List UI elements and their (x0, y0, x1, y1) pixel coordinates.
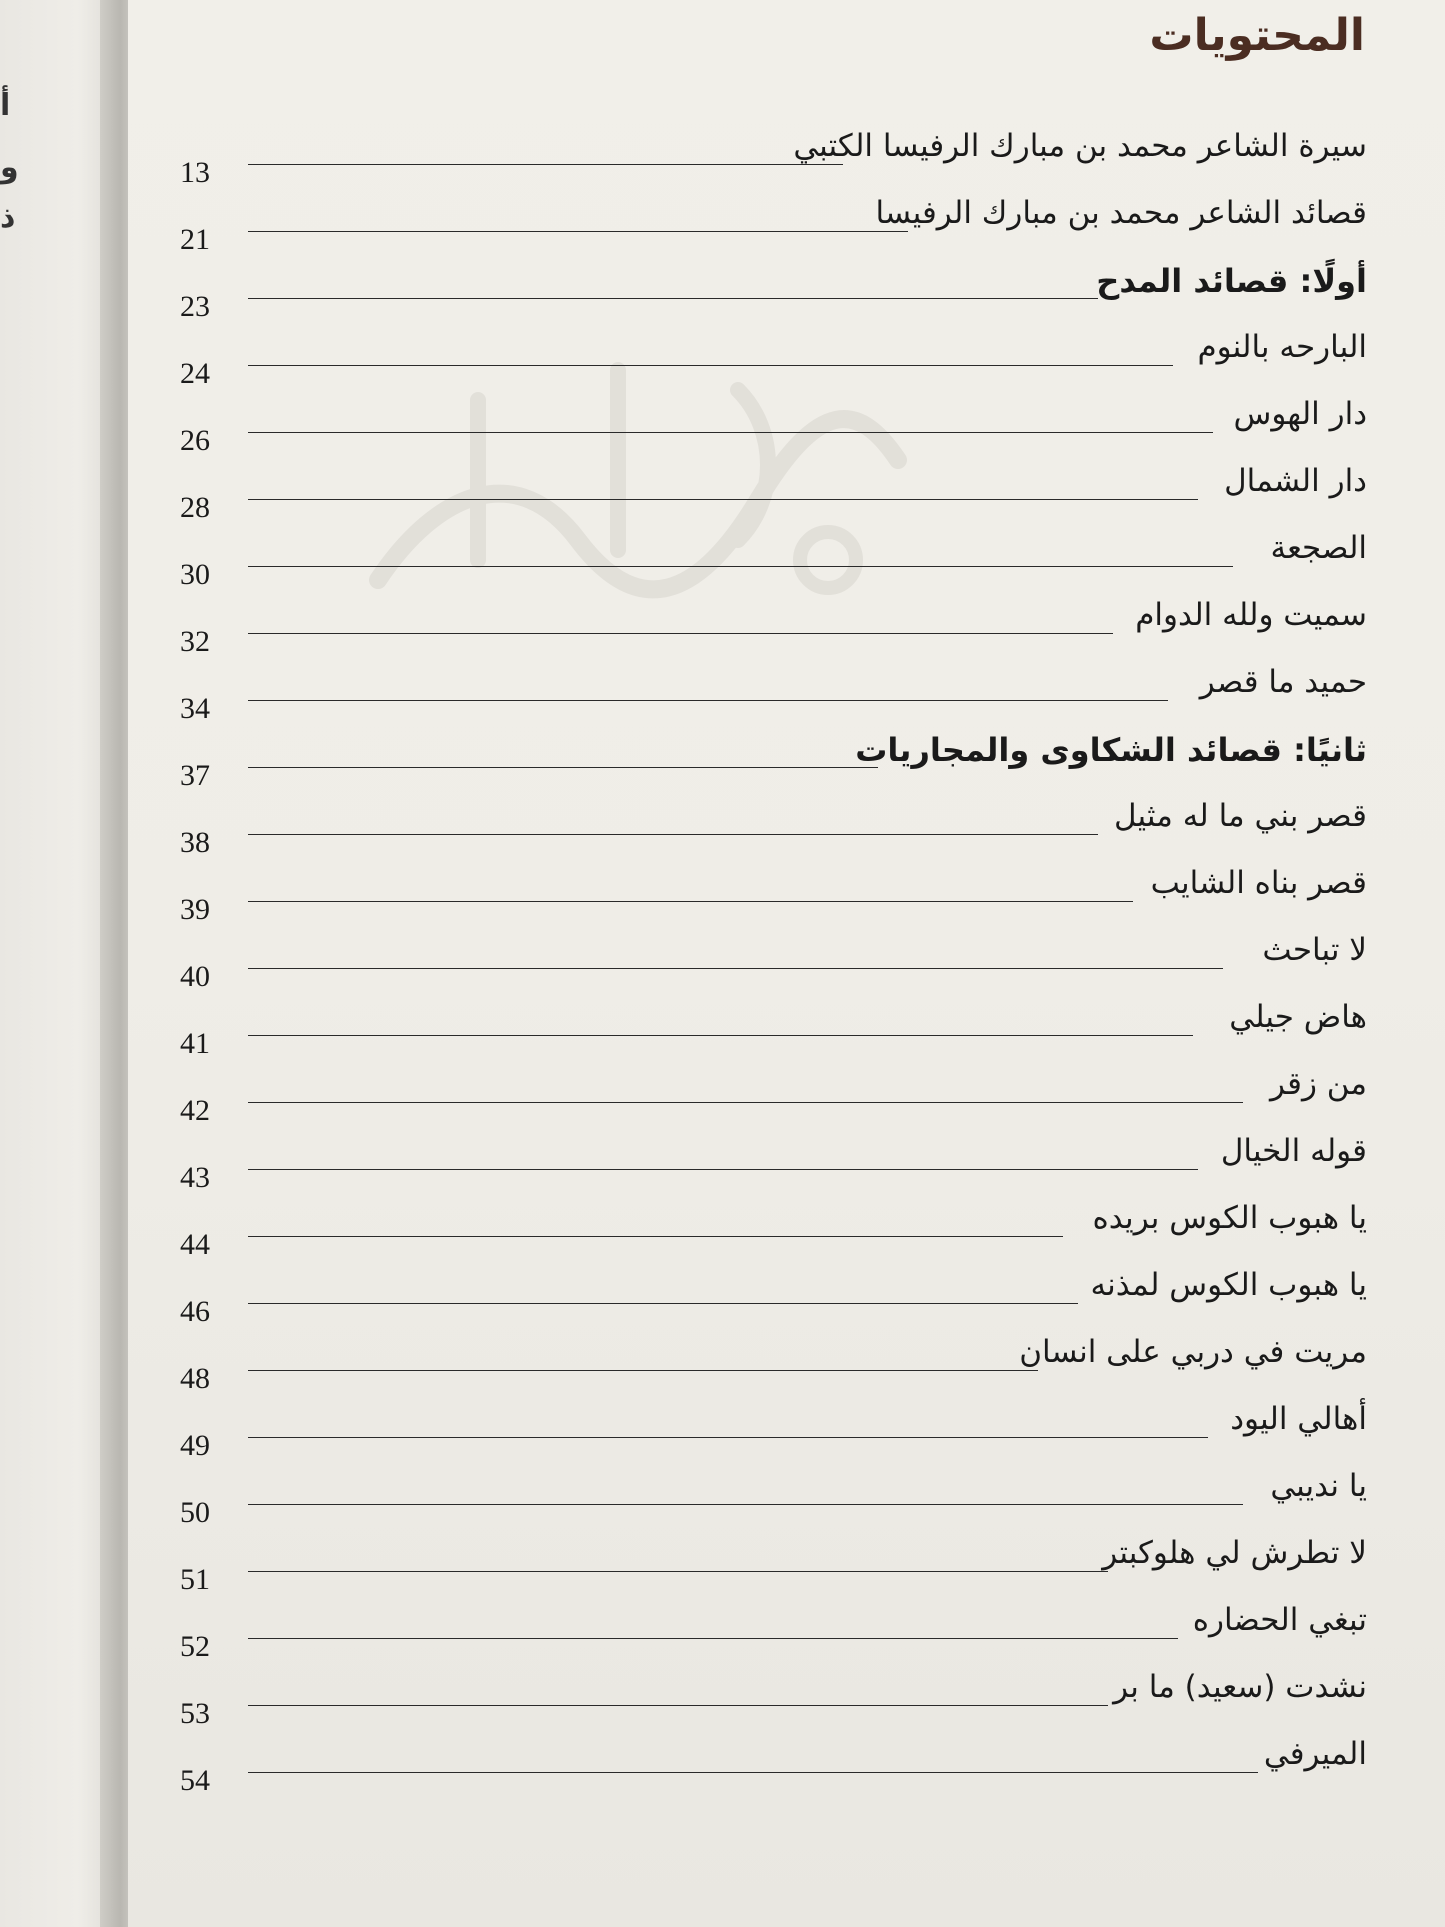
toc-page-number: 48 (180, 1362, 210, 1395)
toc-leader-line (248, 1772, 1258, 1773)
toc-leader-line (248, 1437, 1208, 1438)
toc-entry (128, 1066, 1445, 1134)
toc-entry (128, 530, 1445, 598)
toc-page-number: 53 (180, 1697, 210, 1730)
toc-leader-line (248, 1169, 1198, 1170)
toc-entry-title: نشدت (سعيد) ما بر (1113, 1669, 1367, 1705)
table-of-contents (128, 0, 1445, 1927)
toc-entry-title: الصجعة (1270, 530, 1367, 566)
toc-page-number: 32 (180, 625, 210, 658)
toc-page-number: 23 (180, 290, 210, 323)
toc-entry (128, 195, 1445, 263)
facing-page-fragment: ذ (0, 200, 16, 235)
toc-entry-title: يا هبوب الكوس لمذنه (1090, 1267, 1367, 1303)
toc-leader-line (248, 298, 1098, 299)
toc-entry-title: أولًا: قصائد المدح (1096, 262, 1367, 300)
toc-leader-line (248, 834, 1098, 835)
toc-entry (128, 798, 1445, 866)
toc-entry-title: الميرفي (1263, 1736, 1367, 1772)
toc-page-number: 41 (180, 1027, 210, 1060)
toc-leader-line (248, 1236, 1063, 1237)
toc-section-heading (128, 262, 1445, 330)
page-title: المحتويات (1149, 10, 1365, 61)
toc-leader-line (248, 1102, 1243, 1103)
toc-leader-line (248, 901, 1133, 902)
toc-page-number: 44 (180, 1228, 210, 1261)
toc-page-number: 34 (180, 692, 210, 725)
toc-entry (128, 128, 1445, 196)
toc-entry-title: قوله الخيال (1220, 1133, 1367, 1169)
toc-leader-line (248, 231, 908, 232)
toc-entry-title: يا نديبي (1270, 1468, 1367, 1504)
toc-entry-title: سيرة الشاعر محمد بن مبارك الرفيسا الكتبي (793, 128, 1367, 164)
toc-leader-line (248, 767, 878, 768)
toc-page-number: 46 (180, 1295, 210, 1328)
toc-entry-title: أهالي اليود (1230, 1401, 1367, 1437)
toc-leader-line (248, 633, 1113, 634)
toc-entry (128, 396, 1445, 464)
toc-leader-line (248, 566, 1233, 567)
toc-entry-title: قصائد الشاعر محمد بن مبارك الرفيسا (875, 195, 1367, 231)
toc-entry (128, 1736, 1445, 1804)
toc-leader-line (248, 499, 1198, 500)
toc-page-number: 39 (180, 893, 210, 926)
toc-entry-title: مريت في دربي على انسان (1019, 1334, 1367, 1370)
toc-entry (128, 1468, 1445, 1536)
toc-entry-title: قصر بني ما له مثيل (1114, 798, 1367, 834)
toc-page-number: 21 (180, 223, 210, 256)
toc-leader-line (248, 1638, 1178, 1639)
toc-page-number: 54 (180, 1764, 210, 1797)
toc-entry (128, 1669, 1445, 1737)
toc-page-number: 40 (180, 960, 210, 993)
toc-entry-title: سميت ولله الدوام (1135, 597, 1367, 633)
facing-page-fragment: و (0, 150, 19, 185)
toc-entry (128, 463, 1445, 531)
toc-page-number: 42 (180, 1094, 210, 1127)
toc-entry-title: دار الهوس (1233, 396, 1367, 432)
toc-page-number: 50 (180, 1496, 210, 1529)
toc-entry-title: من زقر (1270, 1066, 1367, 1102)
toc-entry-title: لا تباحث (1262, 932, 1367, 968)
toc-section-heading (128, 731, 1445, 799)
toc-entry-title: ثانيًا: قصائد الشكاوى والمجاريات (855, 731, 1367, 769)
toc-entry-title: يا هبوب الكوس بريده (1092, 1200, 1367, 1236)
toc-page-number: 13 (180, 156, 210, 189)
toc-entry (128, 664, 1445, 732)
toc-entry-title: البارحه بالنوم (1197, 329, 1367, 365)
toc-page-number: 49 (180, 1429, 210, 1462)
contents-page (128, 0, 1445, 1927)
toc-leader-line (248, 968, 1223, 969)
toc-entry (128, 1535, 1445, 1603)
toc-entry (128, 932, 1445, 1000)
toc-page-number: 52 (180, 1630, 210, 1663)
toc-entry (128, 329, 1445, 397)
facing-page-fragment: أ (0, 88, 11, 123)
toc-entry-title: هاض جيلي (1229, 999, 1367, 1035)
toc-entry (128, 865, 1445, 933)
toc-page-number: 37 (180, 759, 210, 792)
toc-entry (128, 1334, 1445, 1402)
toc-entry (128, 1602, 1445, 1670)
toc-entry (128, 1200, 1445, 1268)
toc-leader-line (248, 1571, 1108, 1572)
toc-page-number: 30 (180, 558, 210, 591)
toc-entry-title: حميد ما قصر (1199, 664, 1367, 700)
toc-entry (128, 999, 1445, 1067)
toc-entry (128, 1267, 1445, 1335)
toc-entry-title: قصر بناه الشايب (1150, 865, 1367, 901)
toc-page-number: 51 (180, 1563, 210, 1596)
toc-leader-line (248, 1705, 1108, 1706)
toc-entry (128, 1133, 1445, 1201)
toc-entry-title: لا تطرش لي هلوكبتر (1102, 1535, 1367, 1571)
toc-page-number: 24 (180, 357, 210, 390)
toc-page-number: 43 (180, 1161, 210, 1194)
toc-leader-line (248, 1504, 1243, 1505)
toc-page-number: 38 (180, 826, 210, 859)
toc-leader-line (248, 700, 1168, 701)
toc-entry (128, 1401, 1445, 1469)
toc-entry-title: تبغي الحضاره (1192, 1602, 1367, 1638)
toc-leader-line (248, 164, 843, 165)
toc-entry-title: دار الشمال (1224, 463, 1367, 499)
toc-entry (128, 597, 1445, 665)
toc-leader-line (248, 432, 1213, 433)
toc-leader-line (248, 1303, 1078, 1304)
toc-leader-line (248, 1035, 1193, 1036)
toc-page-number: 28 (180, 491, 210, 524)
toc-leader-line (248, 365, 1173, 366)
toc-page-number: 26 (180, 424, 210, 457)
toc-leader-line (248, 1370, 1038, 1371)
